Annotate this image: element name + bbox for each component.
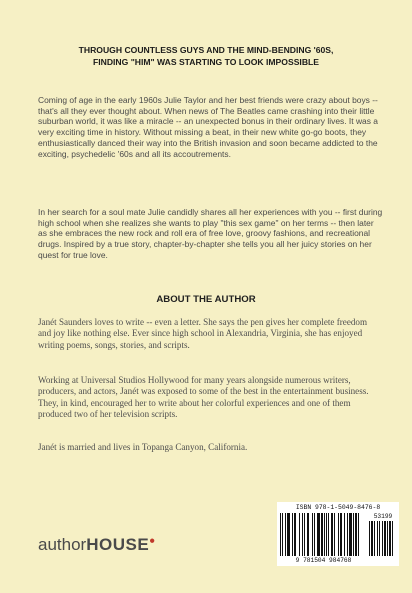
publisher-logo-author: author: [38, 535, 87, 554]
price-code: 53199: [373, 513, 393, 520]
publisher-logo-house: HOUSE: [86, 535, 150, 554]
barcode-bars: [280, 513, 367, 556]
publisher-logo: [38, 535, 155, 555]
blurb-paragraph-1: Coming of age in the early 1960s Julie Taylor and her best friends were crazy about boys -- that's all they ever thought about. When news of The Beatles came crashing into their little suburban world, it was like a miracle -- an unexpected bonus in their ordinary lives. It was a very exciting time in history. Without missing a beat, in their new white go-go boots, they enthusiastically danced their way into the British invasion and soon became addicted to the exciting, psychedelic '60s and all its accoutrements.: [38, 95, 379, 159]
barcode-digits: 9 781504 984768: [295, 557, 352, 564]
about-author-heading: ABOUT THE AUTHOR: [156, 294, 256, 305]
addon-barcode-bars: [369, 521, 397, 556]
blurb-paragraph-2: In her search for a soul mate Julie candidly shares all her experiences with you -- first during high school when she realizes she wants to play "this sex game" on her terms -- then later as she embraces the new rock and roll era of free love, groovy fashions, and recreational drugs. Inspired by a true story, chapter-by-chapter she tells you all her juicy stories on her quest for true love.: [38, 207, 383, 260]
isbn-barcode: [277, 502, 399, 566]
bio-paragraph-2: Working at Universal Studios Hollywood for many years alongside numerous writers, producers, and actors, Janét was exposed to some of the best in the entertainment business. They, in kind, encouraged her to write about her colorful experiences and one of them produced two of her television scripts.: [38, 375, 369, 420]
bio-paragraph-1: Janét Saunders loves to write -- even a letter. She says the pen gives her complete freedom and joy like nothing else. Ever since high school in Alexandria, Virginia, she has enjoyed writing poems, songs, stories, and scripts.: [38, 317, 368, 350]
bio-paragraph-3: Janét is married and lives in Topanga Canyon, California.: [38, 442, 248, 452]
logo-dot-icon: ●: [149, 535, 156, 547]
isbn-label: ISBN 978-1-5049-8476-8: [295, 504, 381, 511]
tagline: THROUGH COUNTLESS GUYS AND THE MIND-BENDING '60S, FINDING "HIM" WAS STARTING TO LOOK IMPOSSIBLE: [78, 45, 334, 67]
